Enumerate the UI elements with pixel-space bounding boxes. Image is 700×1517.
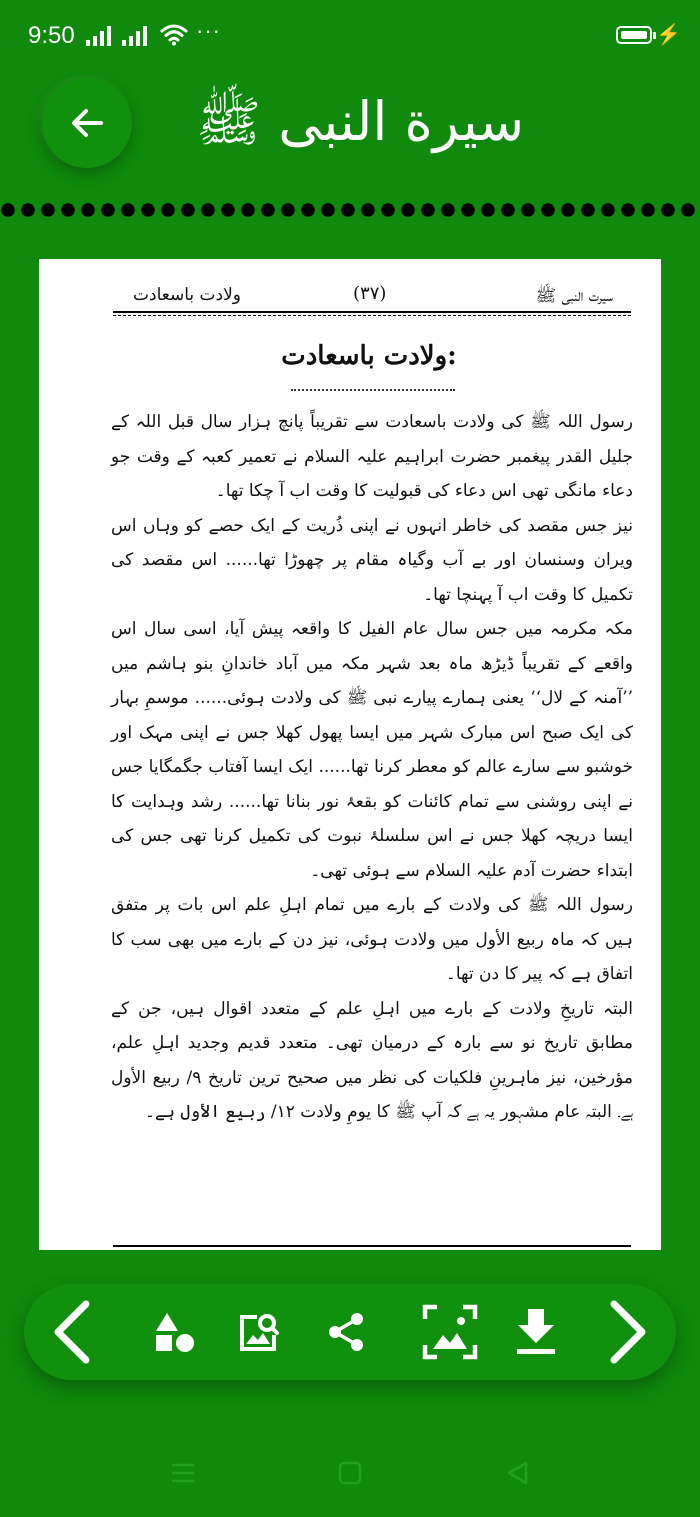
paragraph: مکہ مکرمہ میں جس سال عام الفیل کا واقعہ پیش آیا، اسی سال اس واقعے کے تقریباً ڈیڑھ ماہ بعد شہر مکہ میں آباد خاندانِ بنو ہاشم میں ’’آمنہ کے لال‘‘ یعنی ہمارے پیارے نبی ﷺ کی ولادت ہوئی...... موسمِ بہار کی ایک صبح اس مبارک شہر میں ایسا پھول کھلا جس نے اپنی مہک اور خوشبو سے سارے عالم کو معطر کرنا تھا...... ایک ایسا آفتاب جگمگایا جس نے اپنی روشنی سے تمام کائنات کو بقعۂ نور بنانا تھا...... رشد وہدایت کا ایسا دریچہ کھلا جس نے اس سلسلۂ نبوت کی تکمیل کرنا تھی جس کی ابتداء حضرت آدم علیہ السلام سے ہوئی تھی۔ [111, 619, 633, 881]
dotted-divider [0, 200, 700, 220]
status-bar [0, 0, 700, 70]
download-button[interactable] [502, 1298, 570, 1366]
menu-icon [170, 1462, 196, 1484]
back-triangle-icon [505, 1460, 529, 1486]
page-number: (۳۷) [353, 283, 387, 304]
download-icon [514, 1307, 558, 1357]
set-wallpaper-button[interactable] [416, 1298, 484, 1366]
image-search-button[interactable] [224, 1298, 292, 1366]
image-search-icon [237, 1311, 279, 1353]
signal-icon [86, 26, 111, 46]
charging-icon: ⚡ [656, 24, 681, 46]
header-rule-dashed [113, 315, 631, 316]
footer-rule [113, 1245, 631, 1247]
page-body [111, 405, 633, 1130]
app-title: سیرة النبی ﷺ [195, 90, 525, 153]
title-underline [291, 389, 455, 391]
signal-icon [122, 26, 147, 46]
bottom-toolbar [24, 1284, 676, 1380]
system-back-button[interactable] [500, 1458, 534, 1488]
share-button[interactable] [312, 1298, 380, 1366]
shapes-button[interactable] [140, 1298, 208, 1366]
page-header-book: سیرت النبی ﷺ [535, 286, 613, 306]
share-icon [325, 1311, 367, 1353]
back-button[interactable] [42, 78, 132, 168]
paragraph: رسول اللہ ﷺ کی ولادت کے بارے میں تمام اہلِ علم اس بات پر متفق ہیں کہ ماہ ربیع الأول میں ولادت ہوئی، نیز دن کے بارے میں بھی سب کا اتفاق ہے کہ پیر کا دن تھا۔ [111, 895, 633, 984]
previous-page-button[interactable] [38, 1298, 106, 1366]
paragraph: نیز جس مقصد کی خاطر انہوں نے اپنی ذُریت کے ایک حصے کو وہاں اس ویران وسنسان اور بے آب وگیاہ مقام پر چھوڑا تھا...... اس مقصد کی تکمیل کا وقت اب آ پہنچا تھا۔ [111, 515, 633, 605]
shapes-icon [153, 1311, 195, 1353]
arrow-left-icon [69, 105, 105, 141]
status-time: 9:50 [28, 22, 75, 49]
paragraph: رسول اللہ ﷺ کی ولادت باسعادت سے تقریباً پانچ ہزار سال قبل اللہ کے جلیل القدر پیغمبر حضرت ابراہیم علیہ السلام نے تعمیر کعبہ کے وقت جو دعاء مانگی تھی اس دعاء کی قبولیت کا وقت اب آ چکا تھا۔ [111, 412, 633, 501]
page-header-chapter: ولادت باسعادت [133, 285, 241, 305]
system-nav-bar [0, 1430, 700, 1517]
header-rule [113, 311, 631, 313]
page-header [113, 281, 631, 311]
home-button[interactable] [333, 1458, 367, 1488]
recent-apps-button[interactable] [166, 1458, 200, 1488]
more-status-icon: ··· [196, 18, 221, 43]
chapter-title: ولادت باسعادت: [281, 341, 457, 371]
battery-icon [616, 26, 652, 44]
wallpaper-icon [421, 1303, 479, 1361]
home-icon [338, 1461, 362, 1485]
chevron-left-icon [50, 1300, 94, 1364]
next-page-button[interactable] [594, 1298, 662, 1366]
book-page [39, 259, 661, 1250]
chevron-right-icon [606, 1300, 650, 1364]
paragraph: البتہ تاریخِ ولادت کے بارے میں اہلِ علم کے متعدد اقوال ہیں، جن کے مطابق تاریخ نو سے بارہ کے درمیان تھی۔ متعدد قدیم وجدید اہلِ علم، مؤرخین، نیز ماہرینِ فلکیات کی نظر میں صحیح ترین تاریخ ۹/ ربیع الأول ہے۔ البتہ عام مشہور یہ ہے کہ آپ ﷺ کا یومِ ولادت ۱۲/ ربیع الأول ہے۔ [111, 998, 633, 1122]
wifi-icon [160, 22, 188, 46]
